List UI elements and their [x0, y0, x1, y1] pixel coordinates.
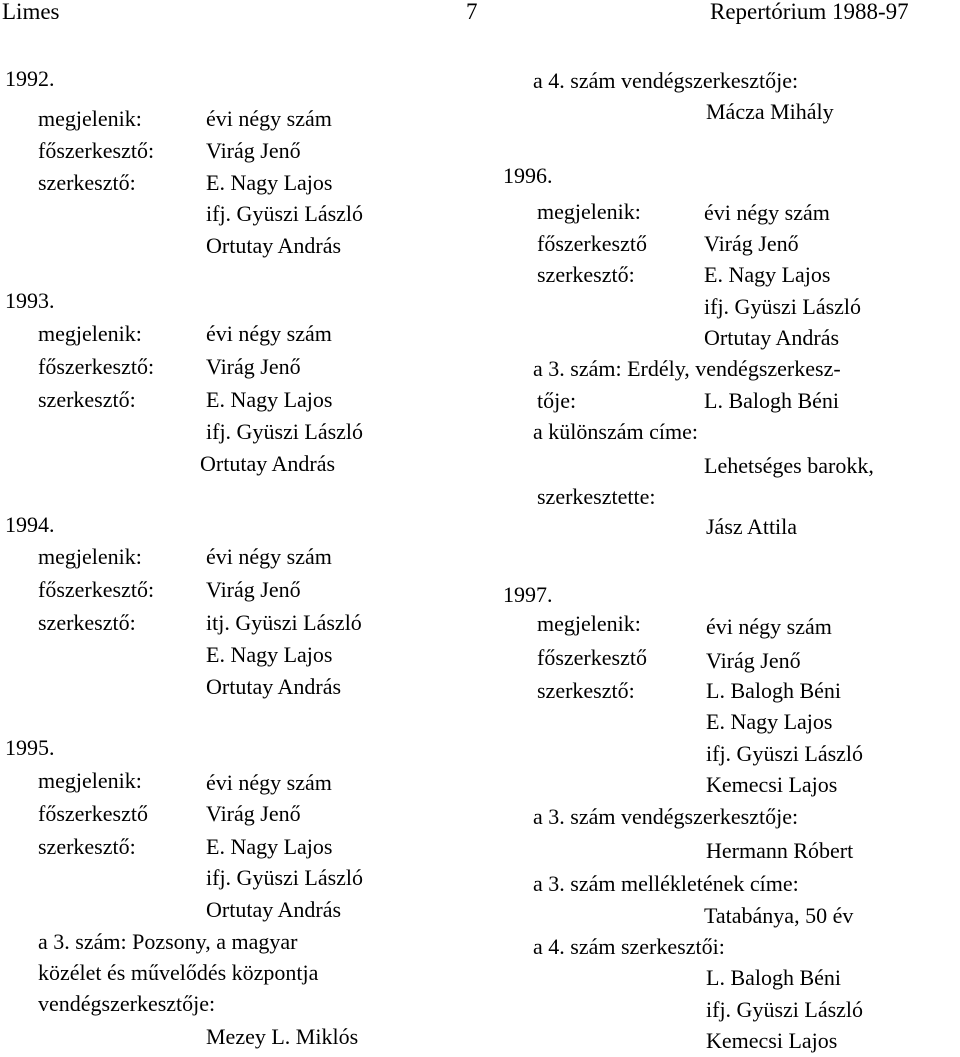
edited-by-label: szerkesztette:: [537, 484, 656, 509]
issue-note-line: a 3. szám: Erdély, vendégszerkesz-: [533, 356, 841, 381]
foszerkeszto-value: Virág Jenő: [206, 354, 301, 379]
issue-note-label: a 3. szám vendégszerkesztője:: [533, 804, 799, 829]
editor-name: ifj. Gyüszi László: [206, 865, 364, 890]
year-heading-1997: 1997.: [503, 582, 553, 607]
megjelenik-value: évi négy szám: [706, 614, 832, 639]
editor-name: Kemecsi Lajos: [706, 772, 838, 797]
szerkeszto-label: szerkesztő:: [38, 387, 136, 412]
foszerkeszto-value: Virág Jenő: [206, 138, 301, 163]
editor-name: Ortutay András: [206, 897, 342, 922]
special-issue-title: Lehetséges barokk,: [704, 453, 874, 478]
running-header-page-number: 7: [466, 0, 478, 24]
editor-name: ifj. Gyüszi László: [706, 741, 864, 766]
megjelenik-label: megjelenik:: [537, 611, 641, 636]
foszerkeszto-label: főszerkesztő: [537, 645, 647, 670]
editor-name: E. Nagy Lajos: [206, 387, 333, 412]
year-heading-1992: 1992.: [5, 66, 55, 91]
editor-name: Kemecsi Lajos: [706, 1028, 838, 1053]
megjelenik-label: megjelenik:: [38, 544, 142, 569]
issue-note-line: vendégszerkesztője:: [38, 991, 216, 1016]
guest-editor-name: Hermann Róbert: [706, 838, 854, 863]
szerkeszto-label: szerkesztő:: [38, 610, 136, 635]
editor-name: ifj. Gyüszi László: [704, 294, 862, 319]
editor-name: Ortutay András: [206, 674, 342, 699]
running-header-journal: Limes: [2, 0, 60, 24]
year-heading-1995: 1995.: [5, 735, 55, 760]
issue-note-line: közélet és művelődés központja: [38, 960, 319, 985]
editor-name: E. Nagy Lajos: [206, 170, 333, 195]
foszerkeszto-label: főszerkesztő: [38, 801, 148, 826]
editor-name: Ortutay András: [704, 325, 840, 350]
foszerkeszto-value: Virág Jenő: [704, 231, 799, 256]
szerkeszto-label: szerkesztő:: [38, 834, 136, 859]
foszerkeszto-label: főszerkesztő:: [38, 354, 155, 379]
guest-editor-name: L. Balogh Béni: [704, 388, 840, 413]
megjelenik-label: megjelenik:: [537, 199, 641, 224]
editor-name: L. Balogh Béni: [706, 678, 842, 703]
guest-editor-name: Mezey L. Miklós: [206, 1024, 359, 1049]
foszerkeszto-value: Virág Jenő: [206, 801, 301, 826]
editor-name: Ortutay András: [200, 451, 336, 476]
editor-name: E. Nagy Lajos: [206, 834, 333, 859]
editor-name: L. Balogh Béni: [706, 965, 842, 990]
editor-name: ifj. Gyüszi László: [706, 997, 864, 1022]
editor-name: Ortutay András: [206, 233, 342, 258]
supplement-label: a 3. szám mellékletének címe:: [533, 871, 799, 896]
foszerkeszto-value: Virág Jenő: [206, 577, 301, 602]
megjelenik-value: évi négy szám: [206, 106, 332, 131]
megjelenik-value: évi négy szám: [206, 544, 332, 569]
issue-note-label: tője:: [537, 388, 577, 413]
year-heading-1996: 1996.: [503, 163, 553, 188]
foszerkeszto-label: főszerkesztő:: [38, 138, 155, 163]
year-heading-1994: 1994.: [5, 512, 55, 537]
megjelenik-label: megjelenik:: [38, 321, 142, 346]
running-header-section: Repertórium 1988-97: [710, 0, 909, 24]
supplement-title: Tatabánya, 50 év: [704, 903, 854, 928]
issue-editors-label: a 4. szám szerkesztői:: [533, 934, 725, 959]
issue-note-line: a 4. szám vendégszerkesztője:: [533, 68, 799, 93]
szerkeszto-label: szerkesztő:: [38, 170, 136, 195]
foszerkeszto-value: Virág Jenő: [706, 648, 801, 673]
szerkeszto-label: szerkesztő:: [537, 262, 635, 287]
issue-note-line: a 3. szám: Pozsony, a magyar: [38, 929, 298, 954]
editor-name: itj. Gyüszi László: [206, 610, 362, 635]
editor-name: E. Nagy Lajos: [704, 262, 831, 287]
guest-editor-name: Mácza Mihály: [706, 99, 834, 124]
megjelenik-value: évi négy szám: [206, 321, 332, 346]
megjelenik-value: évi négy szám: [206, 770, 332, 795]
editor-name: E. Nagy Lajos: [206, 642, 333, 667]
megjelenik-value: évi négy szám: [704, 200, 830, 225]
edited-by-name: Jász Attila: [706, 514, 798, 539]
szerkeszto-label: szerkesztő:: [537, 678, 635, 703]
editor-name: ifj. Gyüszi László: [206, 201, 364, 226]
year-heading-1993: 1993.: [5, 288, 55, 313]
editor-name: E. Nagy Lajos: [706, 709, 833, 734]
foszerkeszto-label: főszerkesztő:: [38, 577, 155, 602]
foszerkeszto-label: főszerkesztő: [537, 231, 647, 256]
megjelenik-label: megjelenik:: [38, 106, 142, 131]
editor-name: ifj. Gyüszi László: [206, 419, 364, 444]
megjelenik-label: megjelenik:: [38, 768, 142, 793]
special-issue-label: a különszám címe:: [533, 419, 698, 444]
